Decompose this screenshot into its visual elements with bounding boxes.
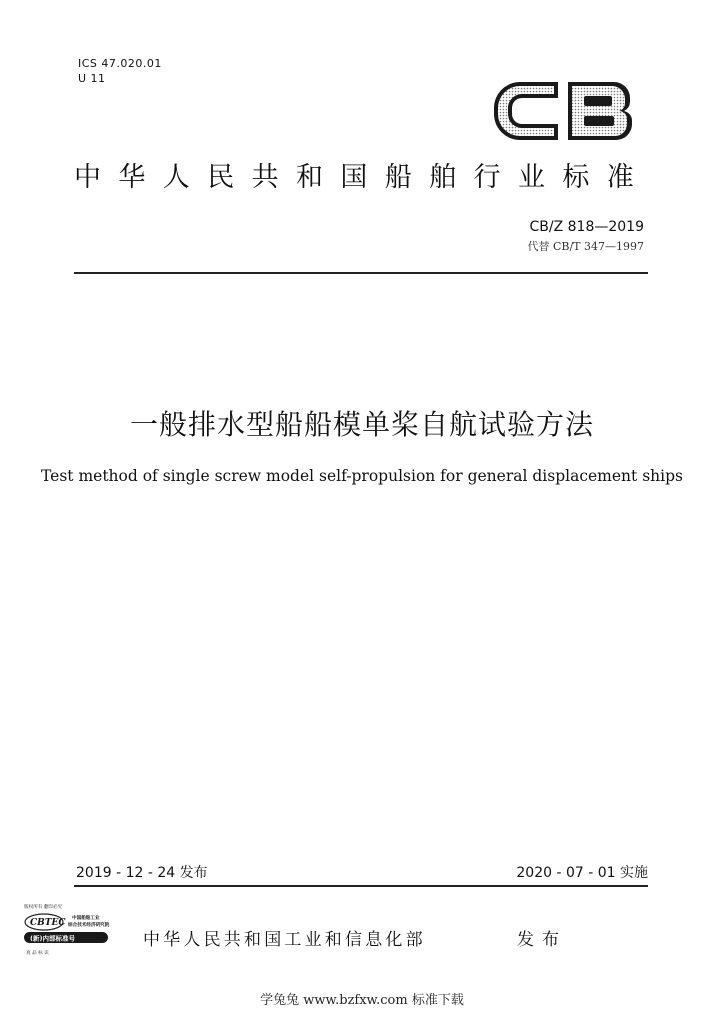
seal-org-line1: 中国船舶工业	[72, 916, 100, 921]
publisher-name: 中华人民共和国工业和信息化部	[143, 930, 426, 950]
replaces-standard: 代替 CB/T 347—1997	[527, 240, 644, 253]
seal-stamp: (新)内部标准号	[30, 934, 75, 943]
ics-code: ICS 47.020.01	[78, 57, 162, 70]
footer-divider	[74, 885, 648, 887]
standard-category-title: 中华人民共和国船舶行业标准	[74, 162, 652, 193]
authenticity-seal	[22, 900, 132, 960]
issue-date: 2019 - 12 - 24 发布	[76, 865, 208, 881]
seal-bottom-line: 真 品 标 识	[26, 951, 49, 956]
cb-logo-icon	[490, 78, 636, 144]
document-title-cn: 一般排水型船船模单桨自航试验方法	[129, 408, 594, 441]
seal-org-line2: 综合技术经济研究院	[68, 923, 110, 928]
seal-graphic	[22, 900, 132, 960]
seal-brand: CBTEC	[30, 918, 66, 928]
cb-logo	[490, 78, 636, 144]
document-title-en: Test method of single screw model self-propulsion for general displacement ships	[41, 467, 683, 485]
ccs-code: U 11	[78, 72, 106, 85]
footer-watermark: 学兔兔 www.bzfxw.com 标准下载	[260, 993, 464, 1008]
seal-top-line: 版权所有 翻印必究	[24, 905, 63, 910]
implementation-date: 2020 - 07 - 01 实施	[516, 865, 648, 881]
classification-codes	[78, 56, 162, 86]
header-divider	[74, 272, 648, 274]
standard-code: CB/Z 818—2019	[529, 219, 644, 235]
publish-label: 发布	[517, 930, 567, 950]
